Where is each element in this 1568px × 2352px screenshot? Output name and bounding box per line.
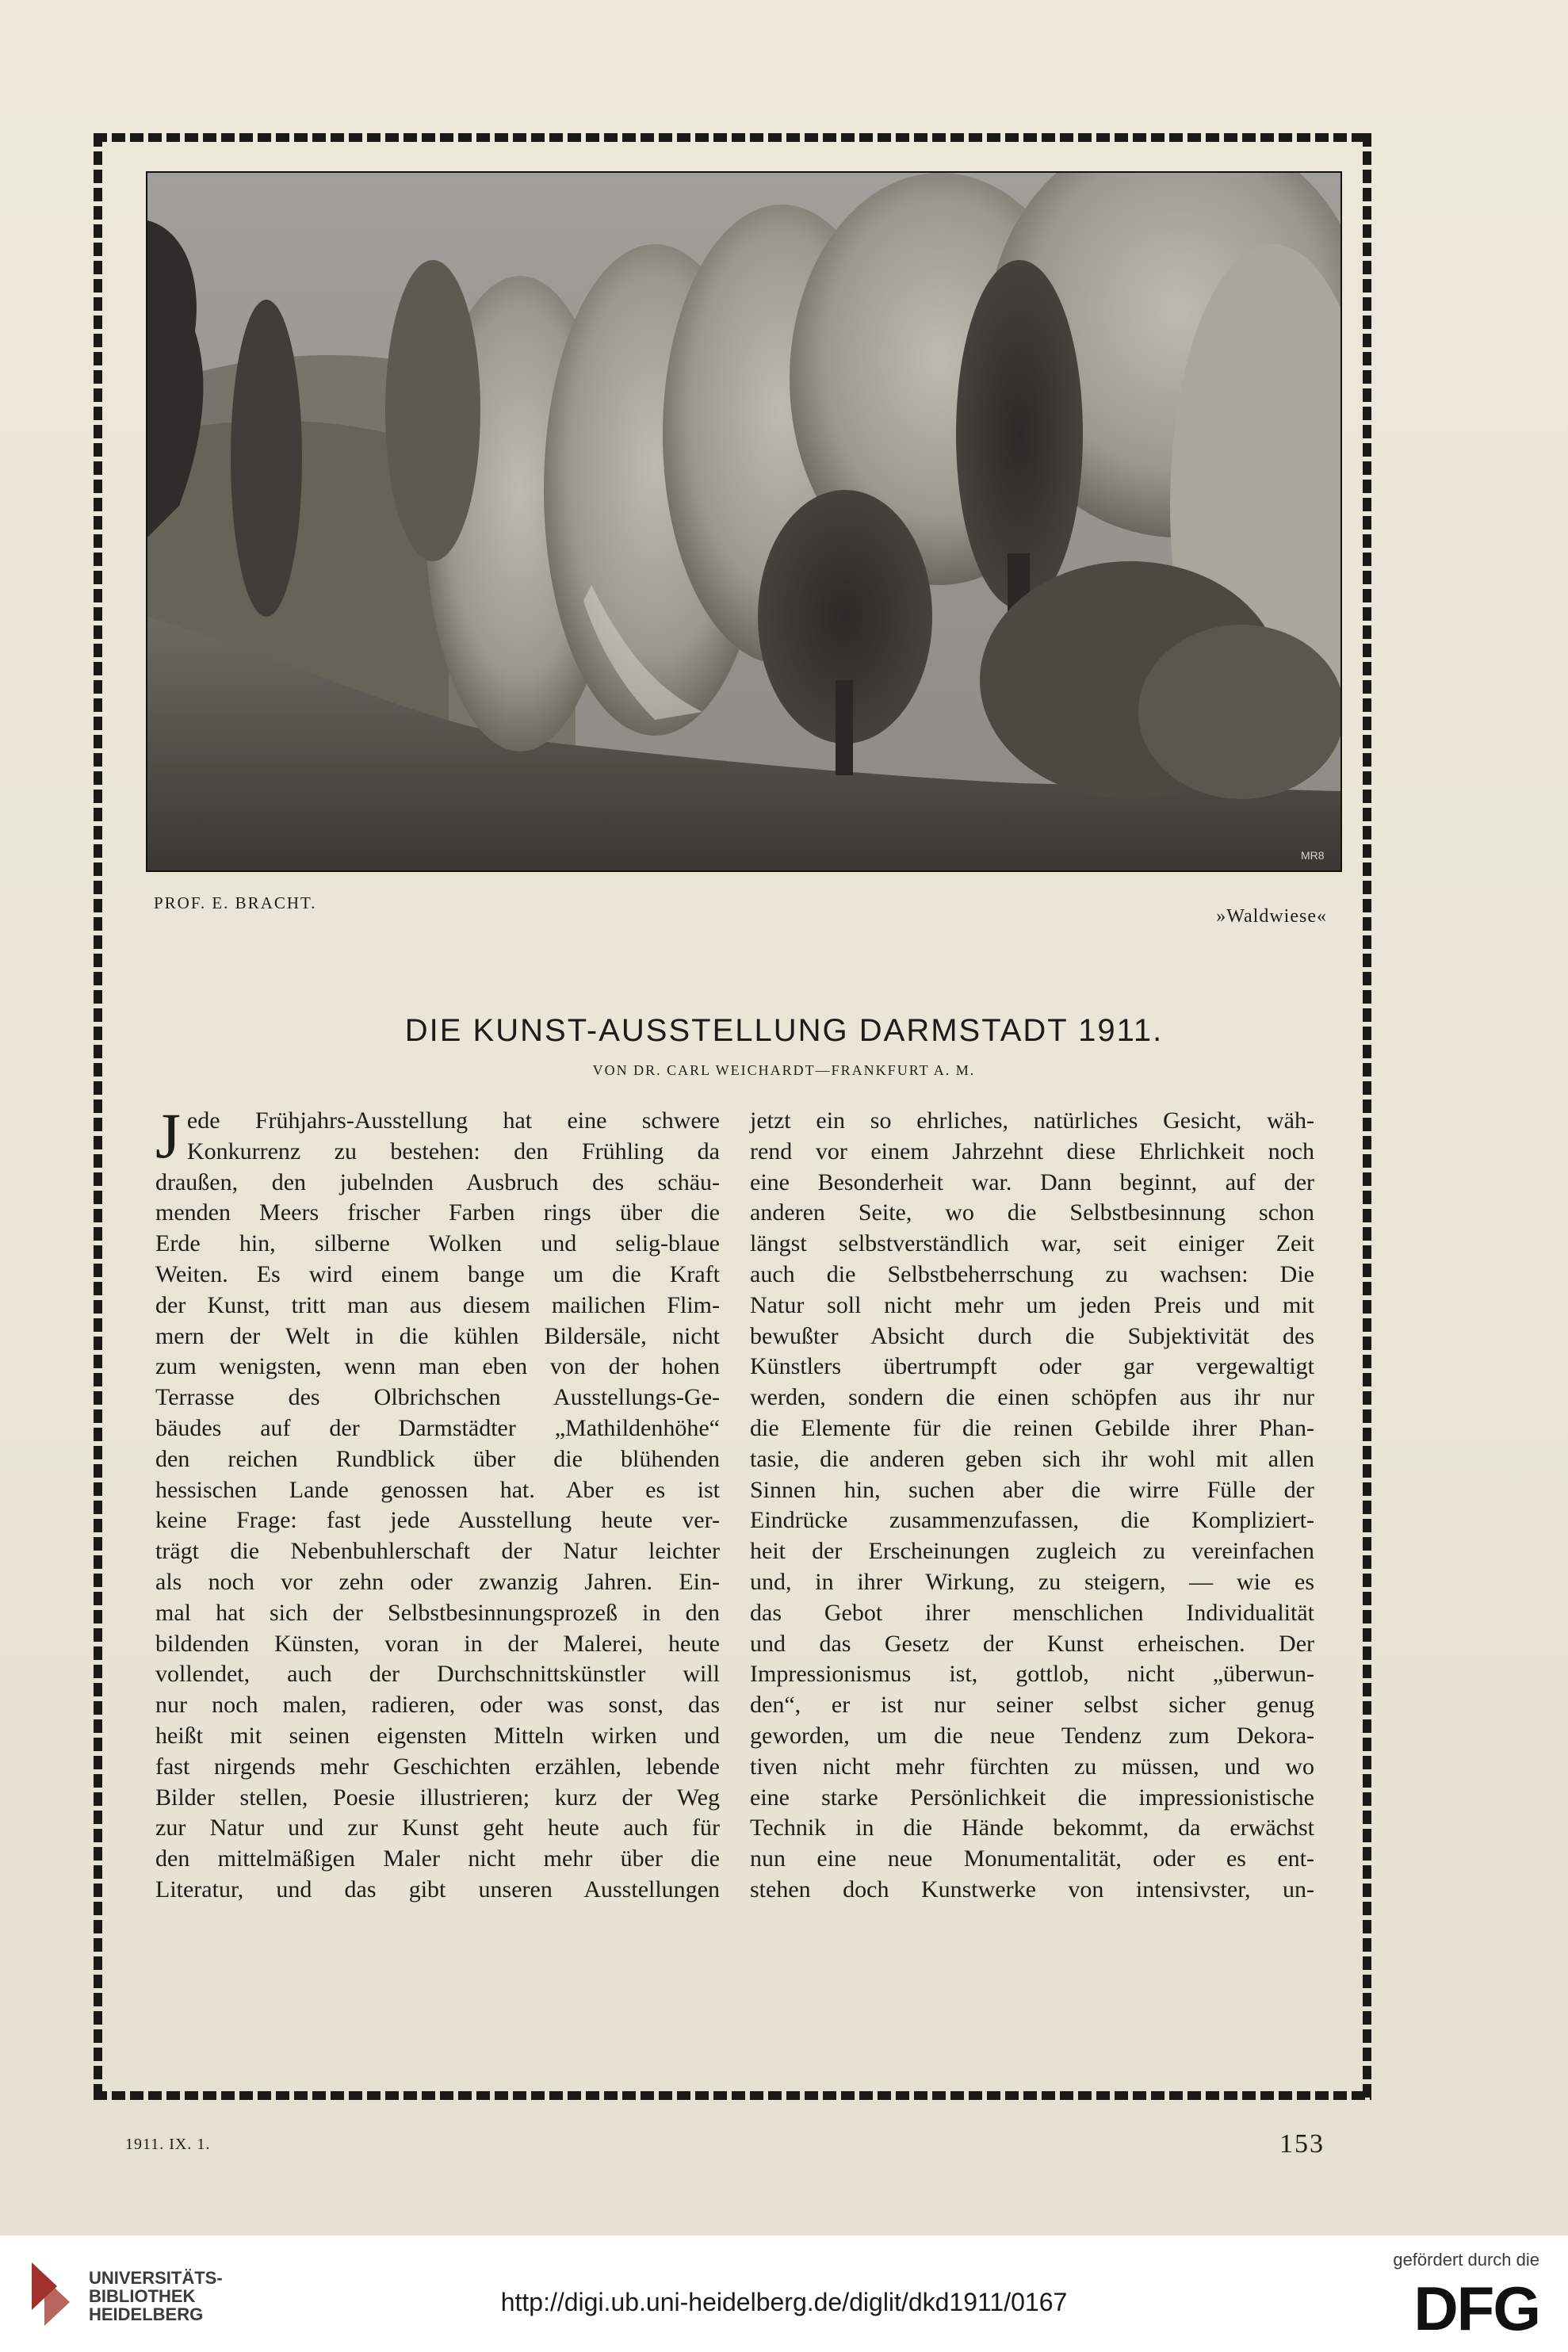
- left-column-line: bäudes auf der Darmstädter „Mathildenhöhe“: [155, 1414, 720, 1441]
- right-column-line: das Gebot ihrer menschlichen Individualität: [750, 1599, 1314, 1626]
- painting-image: [147, 173, 1340, 870]
- funding-note: gefördert durch die: [1393, 2250, 1539, 2270]
- right-column-lines: [750, 1106, 1314, 1906]
- border-bottom: [94, 2091, 1371, 2100]
- right-column-line: eine Besonderheit war. Dann beginnt, auf der: [750, 1168, 1314, 1195]
- left-column-line: zur Natur und zur Kunst geht heute auch für: [155, 1815, 720, 1841]
- right-column-line: nun eine neue Monumentalität, oder es ent-: [750, 1845, 1314, 1872]
- right-column-line: Technik in die Hände bekommt, da erwächst: [750, 1815, 1314, 1841]
- right-column-line: tasie, die anderen geben sich ihr wohl mit allen: [750, 1445, 1314, 1472]
- issue-number: 1911. IX. 1.: [125, 2136, 211, 2153]
- border-right: [1363, 133, 1371, 2100]
- left-column-line: der Kunst, tritt man aus diesem mailichen Flim-: [155, 1291, 720, 1318]
- border-top: [94, 133, 1371, 142]
- right-column-line: auch die Selbstbeherrschung zu wachsen: Die: [750, 1260, 1314, 1287]
- left-column-line: Weiten. Es wird einem bange um die Kraft: [155, 1260, 720, 1287]
- right-column-line: und das Gesetz der Kunst erheischen. Der: [750, 1630, 1314, 1657]
- left-column-line: menden Meers frischer Farben rings über die: [155, 1199, 720, 1226]
- right-column-line: bewußter Absicht durch die Subjektivität des: [750, 1322, 1314, 1349]
- border-left: [94, 133, 102, 2100]
- left-column-line: hessischen Lande genossen hat. Aber es ist: [155, 1476, 720, 1503]
- left-column-line: nur noch malen, radieren, oder was sonst, das: [155, 1692, 720, 1719]
- right-column-line: Natur soll nicht mehr um jeden Preis und mit: [750, 1291, 1314, 1318]
- left-column-line: den reichen Rundblick über die blühenden: [155, 1445, 720, 1472]
- article-title: DIE KUNST-AUSSTELLUNG DARMSTADT 1911.: [404, 1013, 1164, 1048]
- right-column-line: Sinnen hin, suchen aber die wirre Fülle der: [750, 1476, 1314, 1503]
- right-column-line: Eindrücke zusammenzufassen, die Kompliziert-: [750, 1507, 1314, 1534]
- left-column-line: Terrasse des Olbrichschen Ausstellungs-Ge-: [155, 1384, 720, 1411]
- library-name-line2: BIBLIOTHEK: [89, 2286, 196, 2306]
- right-column-line: und, in ihrer Wirkung, zu steigern, — wie es: [750, 1568, 1314, 1595]
- painting-monogram: MR8: [1301, 849, 1325, 862]
- text-column-right: [750, 1106, 1314, 1906]
- left-column-line: Konkurrenz zu bestehen: den Frühling da: [186, 1138, 720, 1165]
- landscape-painting: [146, 171, 1342, 872]
- page-number: 153: [1279, 2129, 1325, 2159]
- right-column-line: Impressionismus ist, gottlob, nicht „überwun-: [750, 1661, 1314, 1688]
- left-column-line: den mittelmäßigen Maler nicht mehr über die: [155, 1845, 720, 1872]
- right-column-line: jetzt ein so ehrliches, natürliches Gesicht, wäh-: [750, 1107, 1314, 1134]
- library-name-line3: HEIDELBERG: [89, 2304, 204, 2324]
- digital-library-banner: [0, 2235, 1568, 2352]
- right-column-line: den“, er ist nur seiner selbst sicher genug: [750, 1692, 1314, 1719]
- right-column-line: werden, sondern die einen schöpfen aus ihr nur: [750, 1384, 1314, 1411]
- right-column-line: anderen Seite, wo die Selbstbesinnung schon: [750, 1199, 1314, 1226]
- work-title-caption: »Waldwiese«: [1216, 906, 1327, 927]
- text-column-left: [155, 1100, 720, 1906]
- right-column-line: Künstlers übertrumpft oder gar vergewaltigt: [750, 1353, 1314, 1380]
- right-column-line: stehen doch Kunstwerke von intensivster, un-: [750, 1876, 1314, 1903]
- right-column-line: tiven nicht mehr fürchten zu müssen, und wo: [750, 1753, 1314, 1780]
- right-column-line: längst selbstverständlich war, seit einiger Zeit: [750, 1230, 1314, 1257]
- left-column-lines: [155, 1100, 720, 1906]
- left-column-line: Bilder stellen, Poesie illustrieren; kurz der Weg: [155, 1784, 720, 1811]
- left-column-line: bildenden Künsten, voran in der Malerei, heute: [155, 1630, 720, 1657]
- right-column-line: geworden, um die neue Tendenz zum Dekora-: [750, 1722, 1314, 1749]
- left-column-line: ede Frühjahrs-Ausstellung hat eine schwere: [186, 1107, 720, 1134]
- left-column-line: Literatur, und das gibt unseren Ausstellungen: [155, 1876, 720, 1903]
- left-column-line: als noch vor zehn oder zwanzig Jahren. Ein-: [155, 1568, 720, 1595]
- dfg-logo: DFG: [1413, 2274, 1539, 2343]
- left-column-line: vollendet, auch der Durchschnittskünstler will: [155, 1661, 720, 1688]
- left-column-line: trägt die Nebenbuhlerschaft der Natur leichter: [155, 1538, 720, 1565]
- article-byline: VON DR. CARL WEICHARDT—FRANKFURT A. M.: [592, 1062, 976, 1078]
- left-column-line: heißt mit seinen eigensten Mitteln wirken und: [155, 1722, 720, 1749]
- right-column-line: rend vor einem Jahrzehnt diese Ehrlichkeit noch: [750, 1138, 1314, 1165]
- library-name-line1: UNIVERSITÄTS-: [89, 2268, 223, 2288]
- left-column-line: fast nirgends mehr Geschichten erzählen, lebende: [155, 1753, 720, 1780]
- drop-cap: J: [155, 1100, 181, 1172]
- artist-caption: PROF. E. BRACHT.: [154, 893, 317, 912]
- left-column-line: mal hat sich der Selbstbesinnungsprozeß in den: [155, 1599, 720, 1626]
- right-column-line: heit der Erscheinungen zugleich zu vereinfachen: [750, 1538, 1314, 1565]
- left-column-line: zum wenigsten, wenn man eben von der hohen: [155, 1353, 720, 1380]
- left-column-line: draußen, den jubelnden Ausbruch des schäu-: [155, 1168, 720, 1195]
- left-column-line: mern der Welt in die kühlen Bildersäle, nicht: [155, 1322, 720, 1349]
- permalink-url[interactable]: http://digi.ub.uni-heidelberg.de/diglit/dkd1911/0167: [500, 2288, 1068, 2316]
- left-column-line: keine Frage: fast jede Ausstellung heute ver-: [155, 1507, 720, 1534]
- right-column-line: eine starke Persönlichkeit die impressionistische: [750, 1784, 1314, 1811]
- right-column-line: die Elemente für die reinen Gebilde ihrer Phan-: [750, 1414, 1314, 1441]
- left-column-line: Erde hin, silberne Wolken und selig-blaue: [155, 1230, 720, 1257]
